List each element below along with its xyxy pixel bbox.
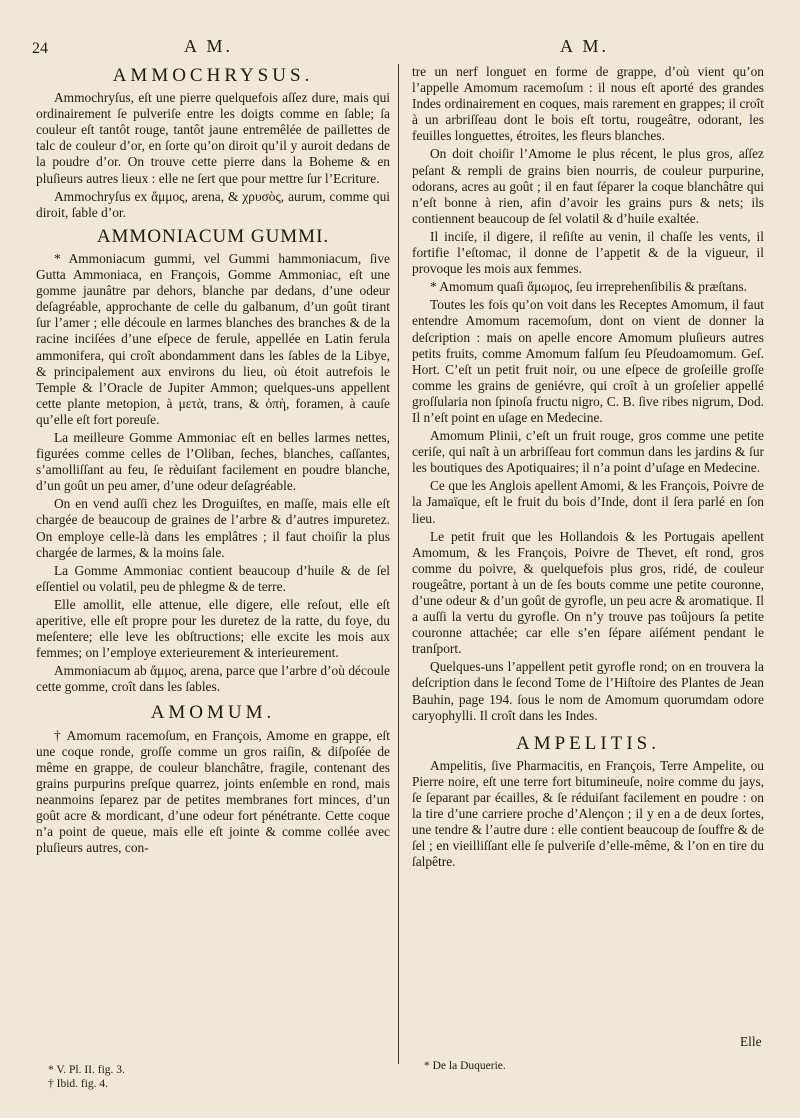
running-head-right: A M. — [560, 36, 610, 56]
paragraph: Ammoniacum ab ἄμμος, arena, parce que l’arbre d’où découle cette gomme, croît dans les ſables. — [36, 663, 390, 695]
paragraph: La meilleure Gomme Ammoniac eſt en belles larmes nettes, figurées comme celles de l’Oliban, ſeches, blanches, caſſantes, s’amolliſſant au feu, ſe rèduiſant facilement en poudre blanche, d’un goût un peu amer, d’une odeur deſagréable. — [36, 429, 390, 494]
paragraph: On en vend auſſi chez les Droguiſtes, en maſſe, mais elle eſt chargée de beaucoup de graines de l’arbre & d’autres impuretez. On employe celle-là dans les emplâtres ; il faut choiſir la plus chargée de larmes, & la moins ſale. — [36, 496, 390, 560]
footnote-right: * De la Duquerie. — [424, 1060, 506, 1072]
left-column — [36, 64, 390, 858]
paragraph: * Amomum quaſi ἄμωμος, ſeu irreprehenſibilis & præſtans. — [430, 279, 748, 295]
running-head-left: A M. — [184, 36, 234, 56]
catchword: Elle — [740, 1034, 762, 1049]
paragraph: Ampelitis, ſive Pharmacitis, en François, Terre Ampelite, ou Pierre noire, eſt une terre fort bitumineuſe, noire comme du jays, ſe ſeparant par écailles, & ſe réduiſant facilement en poudre : on la tire d’une carriere proche d’Alençon ; il y en a de deux ſortes, une tendre & l’autre dure : elle contient beaucoup de ſouffre & de ſel ; en vieilliſſant elle ſe pulveriſe d’elle-même, & l’on en tire du ſalpêtre. — [412, 757, 764, 870]
column-rule — [398, 64, 399, 1064]
paragraph: On doit choiſir l’Amome le plus récent, le plus gros, aſſez peſant & rempli de grains bien nourris, de couleur purpurine, odorans, acres au goût ; il en faut ſéparer la coque blanchâtre qui n’eſt bonne à rien, afin d’avoir les grains purs & nets; ils contiennent beaucoup de ſel volatil & d’huile exaltée. — [412, 146, 764, 226]
paragraph: Il inciſe, il digere, il reſiſte au venin, il chaſſe les vents, il fortifie l’eſtomac, il donne de l’appetit & de la vigueur, il provoque les mois aux femmes. — [412, 228, 764, 277]
heading-ampelitis: AMPELITIS. — [516, 732, 660, 754]
paragraph: Elle amollit, elle attenue, elle digere, elle reſout, elle eſt aperitive, elle eſt propre pour les duretez de la ratte, du foye, du meſentere; elle leve les obſtructions; elle excite les mois aux femmes; on l’employe exterieurement & interieurement. — [36, 596, 390, 661]
paragraph: † Amomum racemoſum, en François, Amome en grappe, eſt une coque ronde, groſſe comme un gros raiſin, & diſpoſée de même en grappe, de couleur blanchâtre, fragile, contenant des grains purpurins preſque quarrez, joints enſemble en rond, mais neanmoins ſeparez par de petites membranes fort minces, d’un goût acre & mordicant, d’une odeur fort pénétrante. Cette coque n’a point de queue, mais elle eſt jointe & comme collée avec pluſieurs autres, con- — [36, 727, 390, 856]
paragraph: * Ammoniacum gummi, vel Gummi hammoniacum, ſive Gutta Ammoniaca, en François, Gomme Ammoniac, eſt une gomme jaunâtre par dehors, blanche par dedans, d’une odeur deſagréable, approchante de celle du galbanum, d’un goût tirant ſur l’amer ; elle découle en larmes blanches des branches & de la racine inciſées d’une eſpece de ferule, appellée en Latin ferula ammonifera, qui croît abondamment dans les ſables de la Libye, & principalement aux environs du lieu, où étoit autrefois le Temple & l’Oracle de Jupiter Ammon; quelques-uns appellent cette plante metopion, à μετὰ, trans, & ὀπὴ, foramen, à cauſe qu’elle eſt fort poreuſe. — [36, 250, 390, 427]
paragraph: Amomum Plinii, c’eſt un fruit rouge, gros comme une petite ceriſe, qui naît à un arbriſſeau fort commun dans les jardins & ſur les boutiques des Apotiquaires; il n’a point d’uſage en Medecine. — [412, 428, 764, 476]
footnotes-left — [48, 1063, 125, 1091]
footnote: * V. Pl. II. fig. 3. — [48, 1064, 125, 1076]
heading-ammochrysus: AMMOCHRYSUS. — [112, 65, 314, 86]
paragraph: Toutes les fois qu’on voit dans les Receptes Amomum, il faut entendre Amomum racemoſum, dont on vient de donner la deſcription : mais on apelle encore Amomum pluſieurs autres petits fruits, comme Amomum falſum ſeu Pſeudoamomum. Geſ. Hort. C’eſt un petit fruit noir, ou une eſpece de groſeille groſſe comme les grains de geniévre, qui croît à un groſelier appellé groſſularia non ſpinoſa fructu nigro, C. B. ſive ribes nigrum, Dod. Il n’eſt point en uſage en Medecine. — [412, 297, 764, 425]
paragraph: La Gomme Ammoniac contient beaucoup d’huile & de ſel eſſentiel ou volatil, peu de phlegme & de terre. — [36, 562, 390, 594]
paragraph: Quelques-uns l’appellent petit gyrofle rond; on en trouvera la deſcription dans le ſecond Tome de l’Hiſtoire des Plantes de Jean Bauhin, page 194. ſous le nom de Amomum quorumdam odore caryophylli. Il croît dans les Indes. — [412, 659, 764, 723]
heading-amomum: AMOMUM. — [150, 702, 276, 724]
paragraph: Ammochryſus, eſt une pierre quelquefois aſſez dure, mais qui ordinairement ſe pulveriſe entre les doigts comme en ſable; ſa couleur eſt tantôt rouge, tantôt jaune entremêlée de paillettes de talc de couleur d’or, en ſorte qu’on diroit qu’il y auroit dedans de la poudre d’or. On trouve cette pierre dans la Boheme & en pluſieurs autres lieux : elle ne ſert que pour mettre ſur l’Ecriture. — [36, 90, 390, 186]
footnote: † Ibid. fig. 4. — [48, 1078, 109, 1090]
heading-ammoniacum-gummi: AMMONIACUM GUMMI. — [96, 225, 330, 247]
page-number: 24 — [32, 40, 48, 57]
paragraph: Ce que les Anglois apellent Amomi, & les François, Poivre de la Jamaïque, eſt le fruit du bois d’Inde, dont il ſera parlé en ſon lieu. — [412, 478, 764, 526]
paragraph: Ammochryſus ex ἄμμος, arena, & χρυσὸς, aurum, comme qui diroit, ſable d’or. — [36, 188, 390, 220]
right-column — [412, 64, 764, 873]
paragraph: tre un nerf longuet en forme de grappe, d’où vient qu’on l’appelle Amomum racemoſum : il nous eſt aporté des grandes Indes ordinairement en coques, mais rarement en grappes; il croît à un arbriſſeau dont le bois eſt tortu, rougeâtre, odorant, les feuilles longuettes, étroites, les fleurs blanches. — [412, 64, 764, 144]
paragraph: Le petit fruit que les Hollandois & les Portugais apellent Amomum, & les François, Poivre de Thevet, eſt rond, gros comme du poivre, & quelquefois plus gros, ridé, de couleur rougeâtre, portant à un de ſes bouts comme une petite couronne, d’une odeur & d’un goût de gyrofle, un peu acre & aromatique. Il a auſſi la vertu du gyrofle. On n’y trouve pas toûjours ſa petite couronne attachée; car elle s’en ſépare aiſément pendant le tranſport. — [412, 528, 764, 657]
